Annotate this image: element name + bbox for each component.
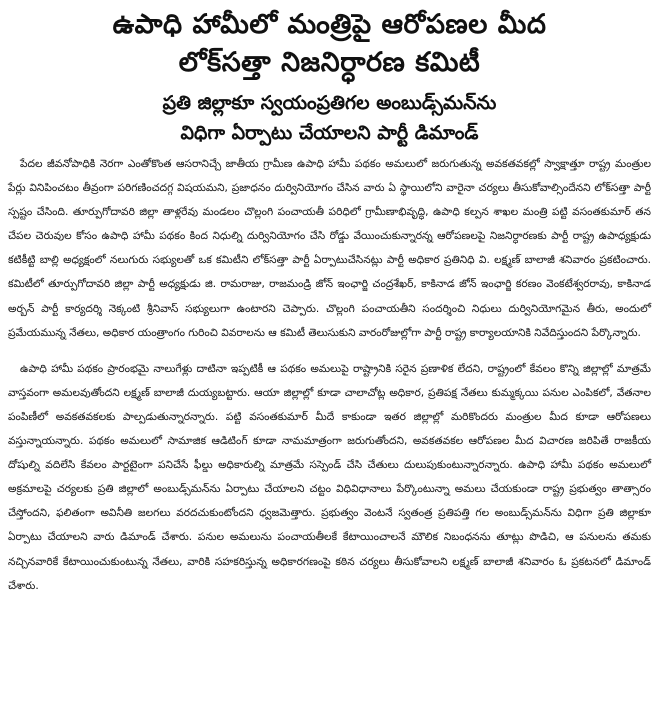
subheadline	[8, 88, 651, 148]
headline-line-2: లోక్‌సత్తా నిజనిర్ధారణ కమిటీ	[178, 47, 481, 78]
subheadline-line-1: ప్రతి జిల్లాకూ స్వయంప్రతిగల అంబుడ్స్‌మన్‌ను	[162, 92, 497, 114]
headline-line-1: ఉపాధి హామీలో మంత్రిపై ఆరోపణల మీద	[112, 9, 547, 40]
body-paragraph-2: ఉపాధి హామీ పథకం ప్రారంభమై నాలుగేళ్లు దాటినా ఇప్పటికీ ఆ పథకం అమలుపై రాష్ట్రానికి సరైన ప్రణాళిక లేదని, రాష్ట్రంలో కేవలం కొన్ని జిల్లాల్లో మాత్రమే వాస్తవంగా అమలవుతోందని లక్ష్మణ్ బాలాజీ దుయ్యబట్టారు. ఆయా జిల్లాల్లో కూడా చాలాచోట్ల అధికార, ప్రతిపక్ష నేతలు కుమ్మక్కయి పనుల ఎంపికలో, వేతనాల పంపిణీలో అవకతవకలకు పాల్పడుతున్నారన్నారు. పట్టి వసంతకుమార్ మీదే కాకుండా ఇతర జిల్లాల్లో మరికొందరు మంత్రుల మీద కూడా ఆరోపణలు వస్తున్నాయన్నారు. పథకం అమలులో సామాజిక ఆడిటింగ్ కూడా నామమాత్రంగా జరుగుతోందని, అవకతవకల ఆరోపణల మీద విచారణ జరిపితే రాజకీయ దోషుల్ని వదిలేసి కేవలం పార్టటైంగా పనిచేసే ఫీల్డు అధికారుల్ని మాత్రమే సస్పెండ్ చేసి చేతులు దులుపుకుంటున్నారన్నారు. ఉపాధి హామీ పథకం అమలులో అక్రమాలపై చర్యలకు ప్రతి జిల్లాలో అంబుడ్స్‌మన్‌ను ఏర్పాటు చేయాలని చట్టం విధివిధానాలు పేర్కొంటున్నా అమలు చేయకుండా రాష్ట్ర ప్రభుత్వం తాత్సారం చేస్తోందని, ఫలితంగా అవినీతి జలగలు వరదచుకుంటోందని ధ్వజమెత్తారు. ప్రభుత్వం వెంటనే స్వతంత్ర ప్రతిపత్తి గల అంబుడ్స్‌మన్‌ను విధిగా ప్రతి జిల్లాకూ ఏర్పాటు చేయాలని వారు డిమాండ్ చేశారు. పనుల అమలును పంచాయతీలకే కేటాయించాలనే మౌలిక నిబంధనను తూట్లు పొడిచి, ఆ పనులను తమకు నచ్చినవారికే కేటాయించుకుంటున్న నేతలు, వారికి సహకరిస్తున్న అధికారగణంపై కఠిన చర్యలు తీసుకోవాలని లక్ష్మణ్ బాలాజీ శనివారం ఓ ప్రకటనలో డిమాండ్ చేశారు.	[8, 362, 651, 592]
body-paragraph-1: పేదల జీవనోపాధికి నెరగా ఎంతోకొంత ఆసరానిచ్చే జాతీయ గ్రామీణ ఉపాధి హామీ పథకం అమలులో జరుగుతున్న అవకతవకల్లో స్వాక్షాత్తూ రాష్ట్ర మంత్రుల పేర్లు వినిపించటం తీవ్రంగా పరిగణించదగ్గ విషయమని, ప్రజాధనం దుర్వినియోగం చేసిన వారు ఏ స్థాయిలోని వారైనా చర్యలు తీసుకోవాల్సిందేనని లోక్‌సత్తా పార్టీ స్పష్టం చేసింది. తూర్పుగోదావరి జిల్లా తాళ్లరేవు మండలం చొల్లంగి పంచాయతీ పరిధిలో గ్రామీణాభివృద్ధి, ఉపాధి కల్పన శాఖల మంత్రి పట్టి వసంతకుమార్ తన చేపల చెరువుల కోసం ఉపాధి హామీ పథకం కింద నిధుల్ని దుర్వినియోగం చేసి రోడ్డు వేయించుకున్నారన్న ఆరోపణలపై నిజనిర్ధారణకు పార్టీ రాష్ట్ర ఉపాధ్యక్షుడు కటికీట్టి బాల్లి అధ్యక్షంలో నలుగురు సభ్యులతో ఒక కమిటీని లోక్‌సత్తా పార్టీ ఏర్పాటుచేసినట్లు పార్టీ అధికార ప్రతినిధి వి. లక్ష్మణ్ బాలాజీ శనివారం ప్రకటించారు. కమిటీలో తూర్పుగోదావరి జిల్లా పార్టీ అధ్యక్షుడు జి. రామరాజు, రాజమండ్రి జోన్ ఇంఛార్జి చంద్రశేఖర్, కాకినాడ జోన్ ఇంఛార్జి కరణం వెంకటేశ్వరరావు, కాకినాడ అర్బన్ పార్టీ కార్యదర్శి నెక్కంటి శ్రీనివాస్ సభ్యులుగా ఉంటారని చెప్పారు. చొల్లంగి పంచాయతీని సందర్శించి నిధులు దుర్వినియోగమైన తీరు, అందులో ప్రమేయమున్న నేతలు, అధికార యంత్రాంగం గురించి వివరాలను ఆ కమిటీ తెలుసుకుని వారంరోజుల్లోగా పార్టీ రాష్ట్ర కార్యాలయానికి నివేదిస్తుందని పేర్కొన్నారు.	[8, 158, 651, 339]
subheadline-line-2: విధిగా ఏర్పాటు చేయాలని పార్టీ డిమాండ్	[180, 122, 479, 144]
